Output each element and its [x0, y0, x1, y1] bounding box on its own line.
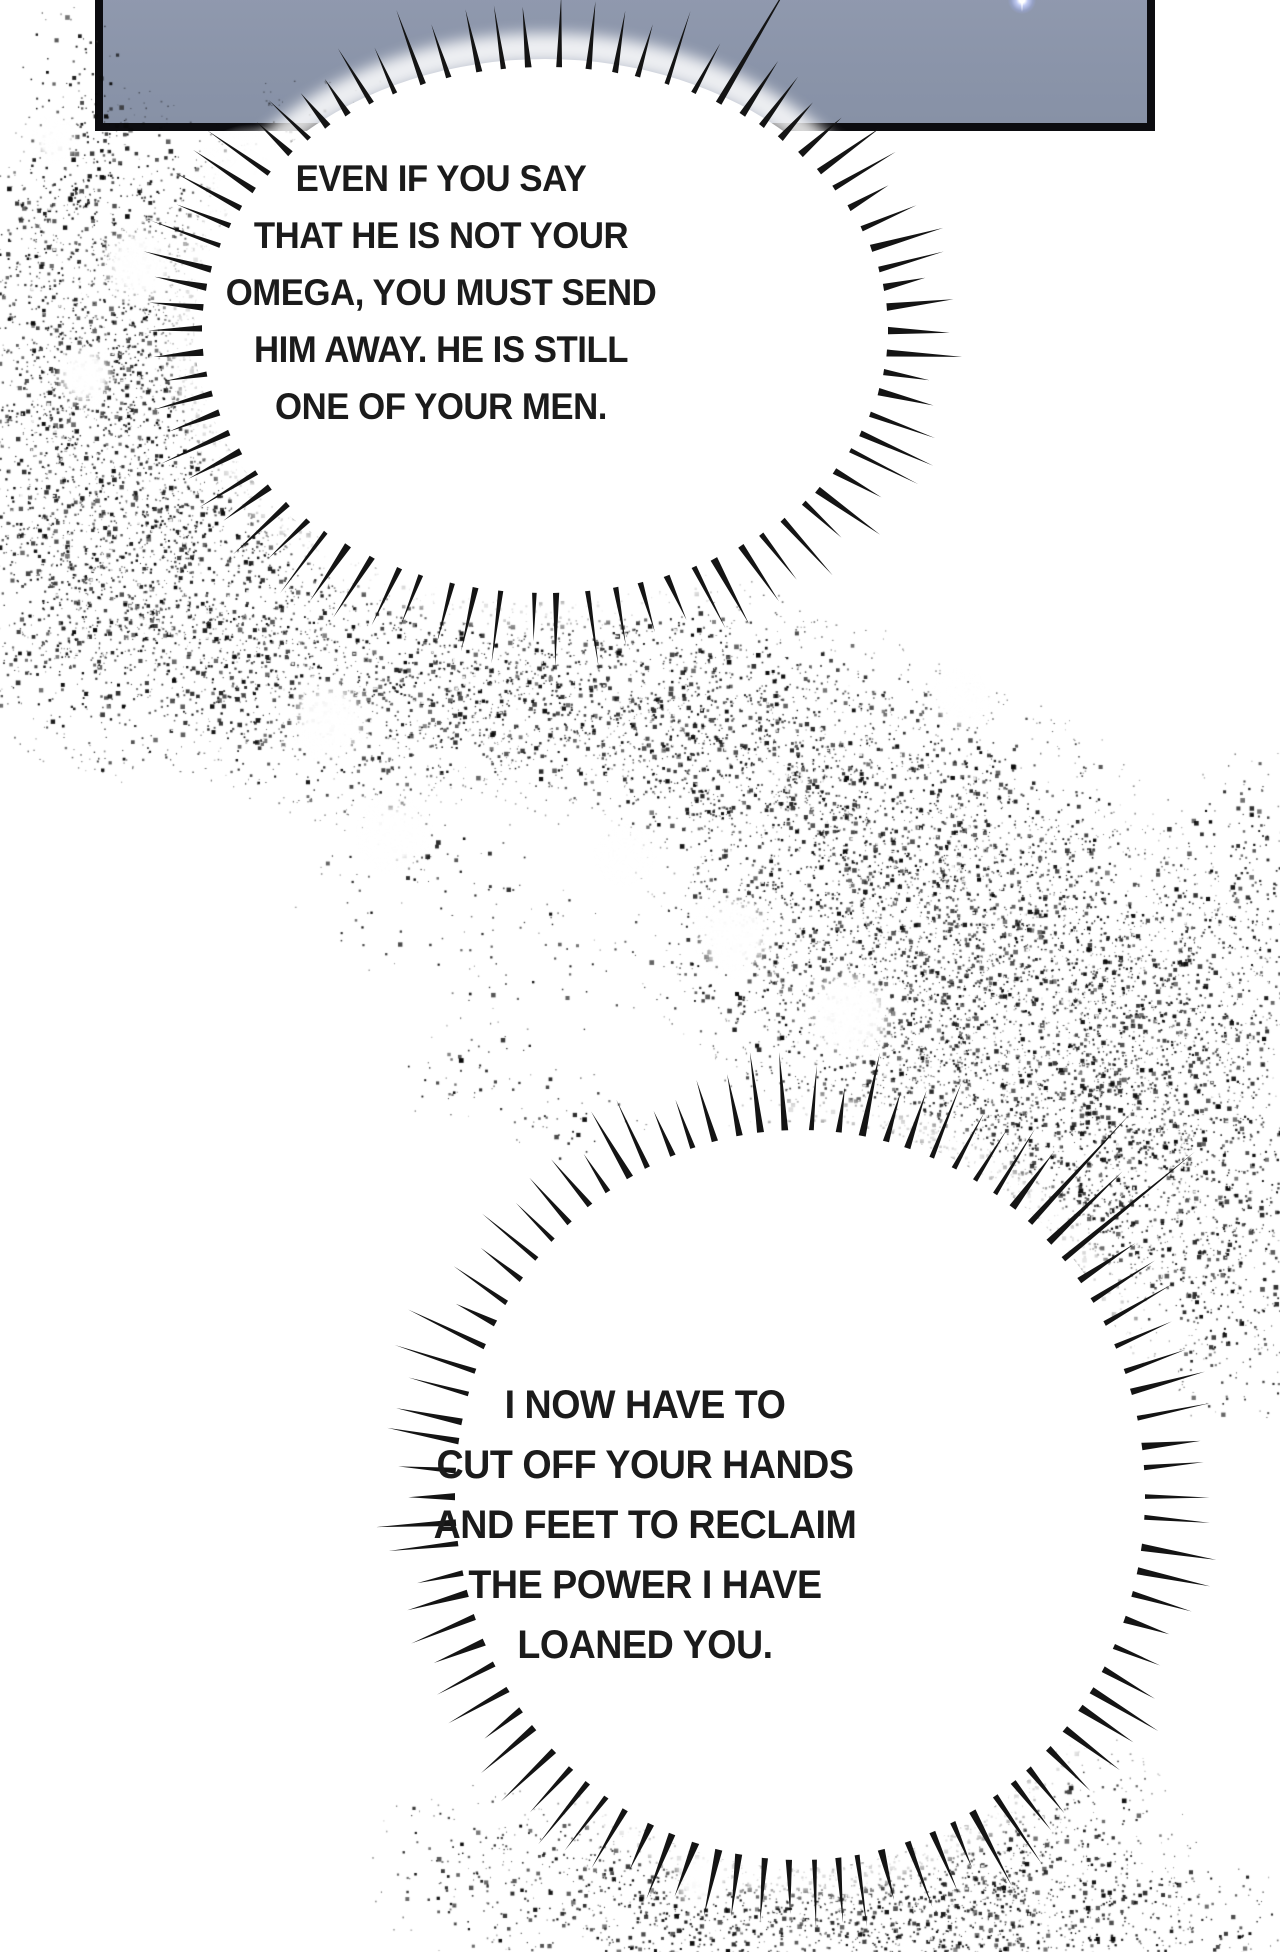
bubble-1-line: THAT HE IS NOT YOUR	[253, 215, 629, 256]
bubble-2-line: THE POWER I HAVE	[468, 1563, 822, 1607]
bubble-1-line: OMEGA, YOU MUST SEND	[225, 272, 657, 313]
bubble-1-line: EVEN IF YOU SAY	[295, 158, 587, 199]
bubble-1-text	[197, 150, 686, 435]
bubble-1-line: ONE OF YOUR MEN.	[275, 386, 607, 427]
bubble-2-line: LOANED YOU.	[517, 1623, 773, 1667]
bubble-2-line: CUT OFF YOUR HANDS	[436, 1443, 854, 1487]
bubble-2-line: I NOW HAVE TO	[504, 1383, 786, 1427]
bubble-2-line: AND FEET TO RECLAIM	[433, 1503, 857, 1547]
bubble-2-text	[382, 1375, 908, 1675]
bubble-1-line: HIM AWAY. HE IS STILL	[253, 329, 629, 370]
